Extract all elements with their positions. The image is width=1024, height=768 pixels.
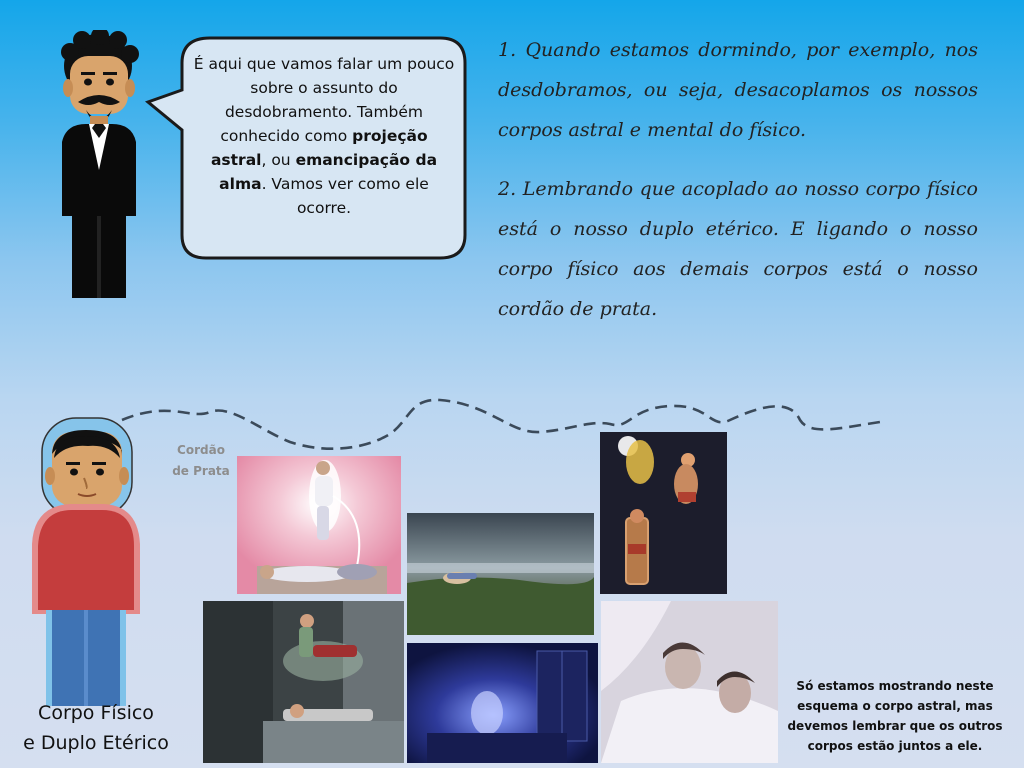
bubble-bold-projecao: projeção astral	[210, 127, 428, 169]
cord-label: Cordão de Prata	[172, 443, 230, 478]
speaker-figure	[56, 30, 146, 305]
photo-pink-projection	[237, 456, 401, 594]
photo-bedroom-floating	[203, 601, 404, 763]
bubble-text-part: . Vamos ver como ele ocorre.	[261, 175, 429, 217]
speech-bubble-text	[192, 52, 456, 220]
photo-three-bodies	[600, 432, 727, 594]
body-figure	[30, 414, 150, 706]
astral-note: Só estamos mostrando neste esquema o corpo astral, mas devemos lembrar que os outros corpos estão juntos a ele.	[787, 679, 1003, 753]
body-caption	[4, 698, 188, 758]
body-caption-line-1: Corpo Físico	[38, 702, 154, 724]
paragraph-1: 1. Quando estamos dormindo, por exemplo, nos desdobramos, ou seja, desacoplamos os nossos corpos astral e mental do físico.	[498, 39, 978, 141]
bubble-text-part: É aqui que vamos falar um pouco sobre o assunto do desdobramento. Também conhecido como	[193, 55, 455, 145]
photo-white-faces	[601, 601, 778, 763]
paragraph-2: 2. Lembrando que acoplado ao nosso corpo físico está o nosso duplo etérico. E ligando o nosso corpo físico aos demais corpos está o nosso cordão de prata.	[498, 178, 978, 320]
photo-blue-room	[407, 643, 598, 763]
bubble-text-part: , ou	[261, 151, 296, 169]
photo-city-floating	[407, 513, 594, 635]
body-caption-line-2: e Duplo Etérico	[23, 732, 169, 754]
bubble-bold-emancipacao: emancipação da alma	[219, 151, 438, 193]
